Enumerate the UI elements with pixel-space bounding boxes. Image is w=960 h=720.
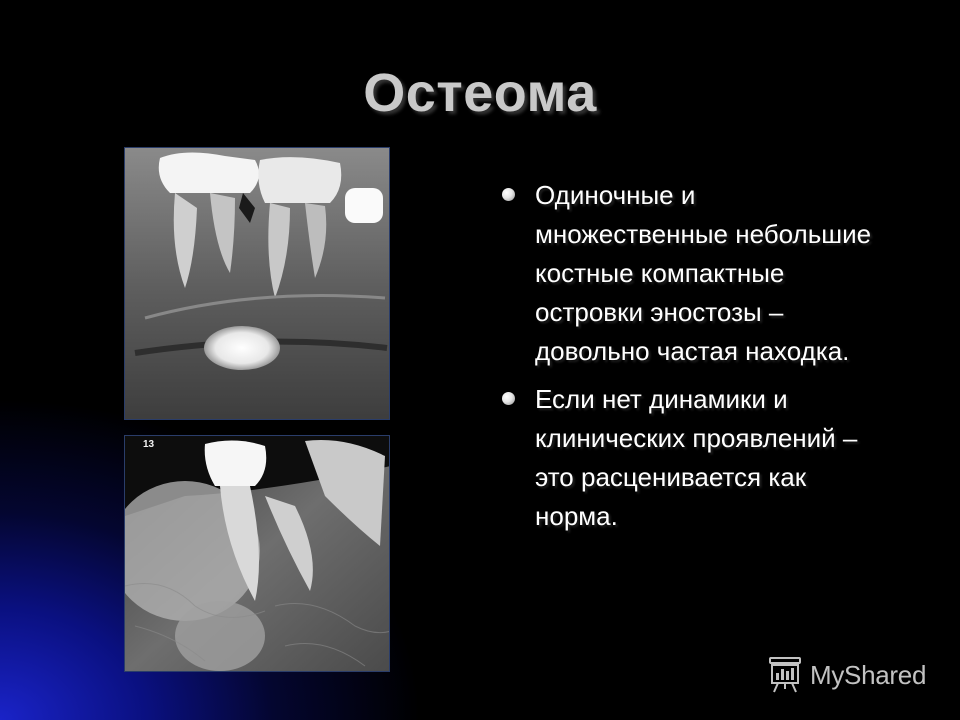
dental-xray-bottom-graphic [125,436,390,672]
xray-image-top [124,147,390,420]
slide-title: Остеома [363,63,597,123]
xray-image-bottom [124,435,390,672]
bullet-item [498,176,878,371]
bullet-dot-icon [502,392,515,405]
bullet-dot-icon [502,188,515,201]
dental-xray-top-graphic [125,148,390,420]
presentation-board-icon [766,656,804,694]
bullet-list [498,176,878,545]
film-number: 13 [143,439,155,450]
bullet-item [498,380,878,536]
bullet-text: Одиночные и множественные небольшие костные компактные островки эностозы – довольно частая находка. [535,180,872,366]
watermark-text: MyShared [810,659,927,690]
watermark [766,655,926,695]
bullet-text: Если нет динамики и клинических проявлений – это расценивается как норма. [535,384,858,531]
